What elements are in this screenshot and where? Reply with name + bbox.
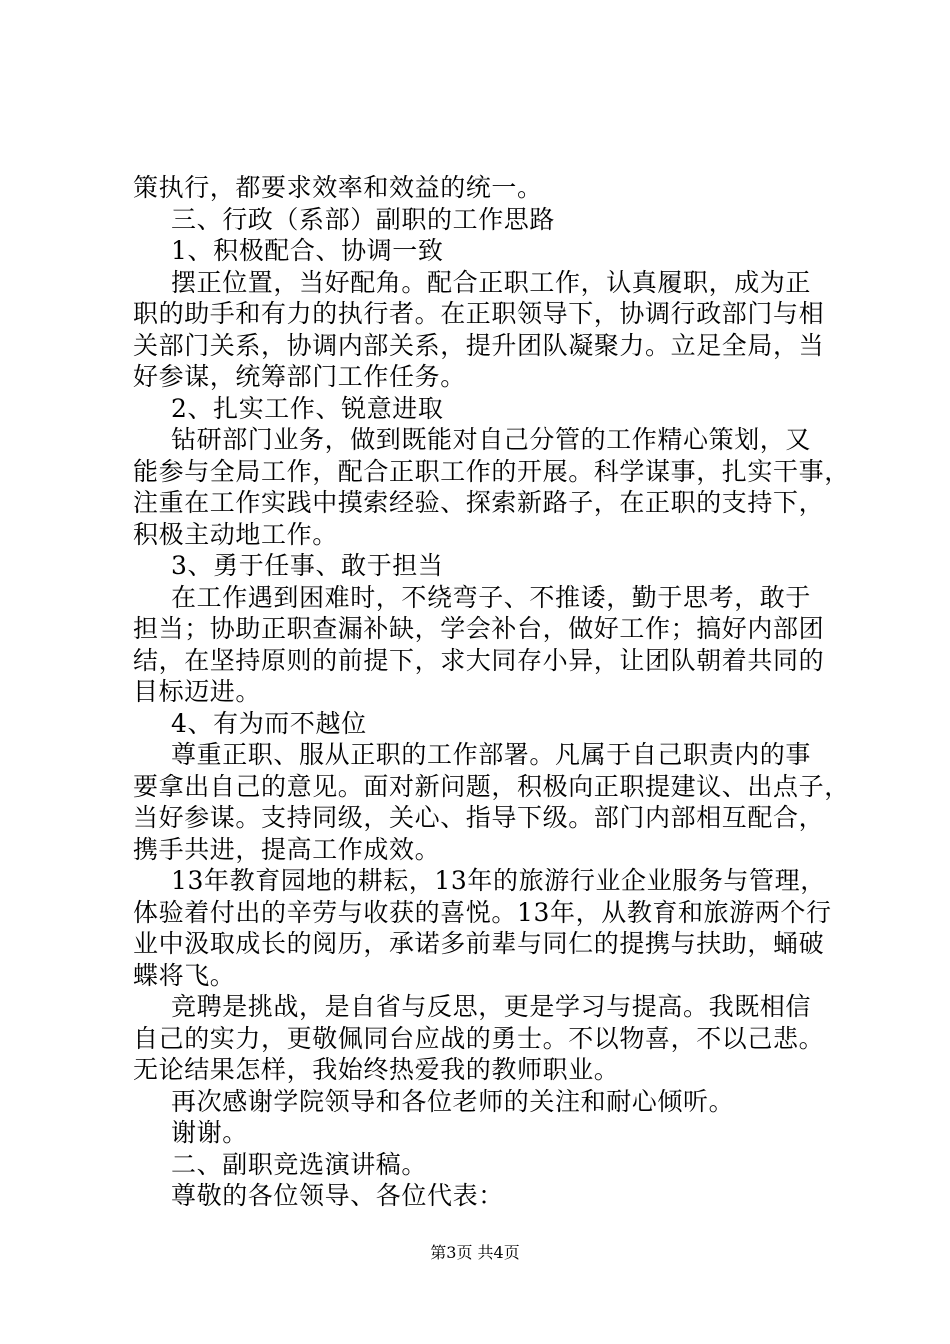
text-line: 担当；协助正职查漏补缺，学会补台，做好工作；搞好内部团	[133, 614, 825, 643]
text-line: 目标迈进。	[133, 677, 262, 706]
text-line: 结，在坚持原则的前提下，求大同存小异，让团队朝着共同的	[133, 645, 825, 675]
text-line: 要拿出自己的意见。面对新问题，积极向正职提建议、出点子，	[133, 771, 850, 801]
text-line: 当好参谋。支持同级，关心、指导下级。部门内部相互配合，	[133, 803, 825, 832]
text-line: 谢谢。	[171, 1118, 248, 1147]
salutation: 尊敬的各位领导、各位代表：	[171, 1181, 504, 1210]
subsection-heading: 4、有为而不越位	[171, 708, 367, 738]
text-line: 职的助手和有力的执行者。在正职领导下，协调行政部门与相	[133, 299, 825, 328]
text-line: 能参与全局工作，配合正职工作的开展。科学谋事，扎实干事，	[133, 456, 850, 486]
document-body	[133, 172, 850, 1212]
text-line: 业中汲取成长的阅历，承诺多前辈与同仁的提携与扶助，蛹破	[133, 929, 825, 958]
text-line: 无论结果怎样，我始终热爱我的教师职业。	[133, 1055, 620, 1084]
text-line: 体验着付出的辛劳与收获的喜悦。13年，从教育和旅游两个行	[133, 897, 832, 927]
text-line: 再次感谢学院领导和各位老师的关注和耐心倾听。	[171, 1086, 735, 1116]
text-line: 钻研部门业务，做到既能对自己分管的工作精心策划，又	[171, 425, 812, 454]
text-line: 在工作遇到困难时，不绕弯子、不推诿，勤于思考，敢于	[171, 582, 812, 612]
text-line: 好参谋，统筹部门工作任务。	[133, 362, 466, 391]
text-line: 13年教育园地的耕耘，13年的旅游行业企业服务与管理，	[171, 866, 826, 895]
section-heading: 二、副职竞选演讲稿。	[171, 1149, 428, 1179]
text-line: 蝶将飞。	[133, 960, 236, 990]
page-number: 第3页 共4页	[430, 1243, 520, 1262]
text-line: 策执行，都要求效率和效益的统一。	[133, 173, 543, 202]
section-heading: 三、行政（系部）副职的工作思路	[171, 204, 556, 234]
text-line: 自己的实力，更敬佩同台应战的勇士。不以物喜，不以己悲。	[133, 1023, 825, 1053]
subsection-heading: 3、勇于任事、敢于担当	[171, 551, 444, 580]
text-line: 竞聘是挑战，是自省与反思，更是学习与提高。我既相信	[171, 992, 812, 1021]
text-line: 尊重正职、服从正职的工作部署。凡属于自己职责内的事	[171, 740, 812, 769]
subsection-heading: 2、扎实工作、锐意进取	[171, 393, 444, 423]
text-line: 积极主动地工作。	[133, 519, 338, 549]
subsection-heading: 1、积极配合、协调一致	[171, 236, 444, 265]
text-line: 注重在工作实践中摸索经验、探索新路子，在正职的支持下，	[133, 488, 825, 517]
text-line: 关部门关系，协调内部关系，提升团队凝聚力。立足全局，当	[133, 330, 825, 360]
text-line: 携手共进，提高工作成效。	[133, 834, 441, 864]
text-line: 摆正位置，当好配角。配合正职工作，认真履职，成为正	[171, 267, 812, 297]
